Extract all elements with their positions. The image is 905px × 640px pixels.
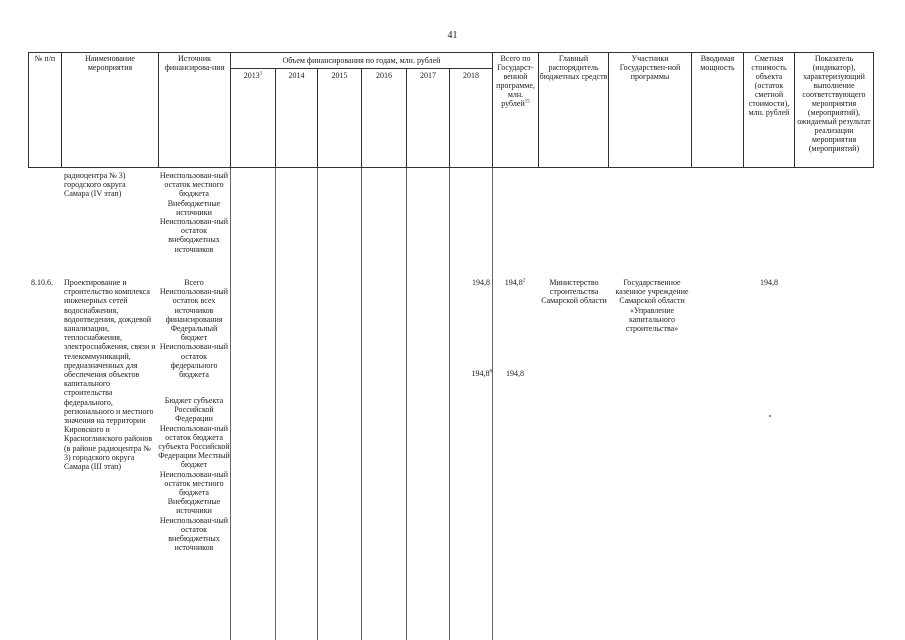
header-col-funding: Объем финансирования по годам, млн. рублей <box>282 56 441 65</box>
value-2018-total: 194,8 <box>472 278 490 287</box>
continuation-name: радиоцентра № 3) городского округа Самара (IV этап) <box>64 171 126 199</box>
header-year-2014: 2014 <box>288 71 305 80</box>
header-top-border <box>28 52 874 53</box>
cost-value: 194,8 <box>760 278 778 287</box>
header-year-2013: 2013$^1$ <box>243 71 263 80</box>
column-divider <box>406 168 407 640</box>
column-divider <box>275 168 276 640</box>
column-divider <box>230 168 231 640</box>
header-col-name: Наименование мероприятия <box>85 54 135 72</box>
value-2018-regional: 194,8$^8$ <box>471 369 492 378</box>
header-col-total: Всего по Государст-венной программе, млн. рублей$^{15}$ <box>496 54 535 108</box>
header-col-distributor: Главный распорядитель бюджетных средств <box>539 54 608 81</box>
header-year-2016: 2016 <box>376 71 392 80</box>
participant-value: Государственное казенное учреждение Самарской области «Управление капитального строительства» <box>615 278 689 334</box>
column-divider <box>449 168 450 640</box>
header-col-indicator: Показатель (индикатор), характеризующий выполнение соответствующего мероприятия (мероприятий), ожидаемый результат реализации мероприятия (мероприятий) <box>797 54 871 153</box>
header-col-source: Источник финансирова-ния <box>164 54 225 72</box>
value-program-total: 194,8$^2$ <box>504 278 526 287</box>
row-sources-b: Бюджет субъекта Российской Федерации Неиспользован-ный остаток бюджета субъекта Российской Федерации Местный бюджет Неиспользован-ный остаток местного бюджета Внебюджетные источники Неиспользован-ный остаток внебюджетных источников <box>158 396 230 553</box>
row-name: Проектирование и строительство комплекса инженерных сетей водоснабжения, водоотведения, дождевой канализации, теплоснабжения, электроснабжения, связи и телекоммуникаций, предназначенных для обеспечения объектов капитального строительства федерального, регионального и местного значения на территории Кировского и Красноглинского районов (в районе радиоцентра № 3) городского округа Самара (III этап) <box>64 278 156 472</box>
header-year-2015: 2015 <box>331 71 348 80</box>
column-divider <box>317 168 318 640</box>
column-divider <box>492 168 493 640</box>
header-year-2017: 2017 <box>420 71 436 80</box>
header-year-2018: 2018 <box>463 71 479 80</box>
row-sources-a: Всего Неиспользован-ный остаток всех источников финансирования Федеральный бюджет Неиспользован-ный остаток федерального бюджета <box>159 278 229 380</box>
stray-mark <box>769 415 771 417</box>
table-header <box>28 52 874 168</box>
row-number: 8.10.6. <box>31 278 53 287</box>
header-col-capacity: Вводимая мощность <box>700 54 735 72</box>
page-number: 41 <box>447 30 458 41</box>
continuation-sources: Неиспользован-ный остаток местного бюджета Внебюджетные источники Неиспользован-ный остаток внебюджетных источников <box>159 171 229 254</box>
header-col-participants: Участники Государствен-ной программы <box>619 54 681 81</box>
value-program-regional: 194,8 <box>506 369 524 378</box>
header-bottom-border <box>28 167 874 168</box>
header-col-num: № п/п <box>34 54 56 63</box>
column-divider <box>361 168 362 640</box>
distributor-value: Министерство строительства Самарской области <box>541 278 607 306</box>
header-col-cost: Сметная стоимость объекта (остаток сметной стоимости), млн. рублей <box>748 54 790 117</box>
